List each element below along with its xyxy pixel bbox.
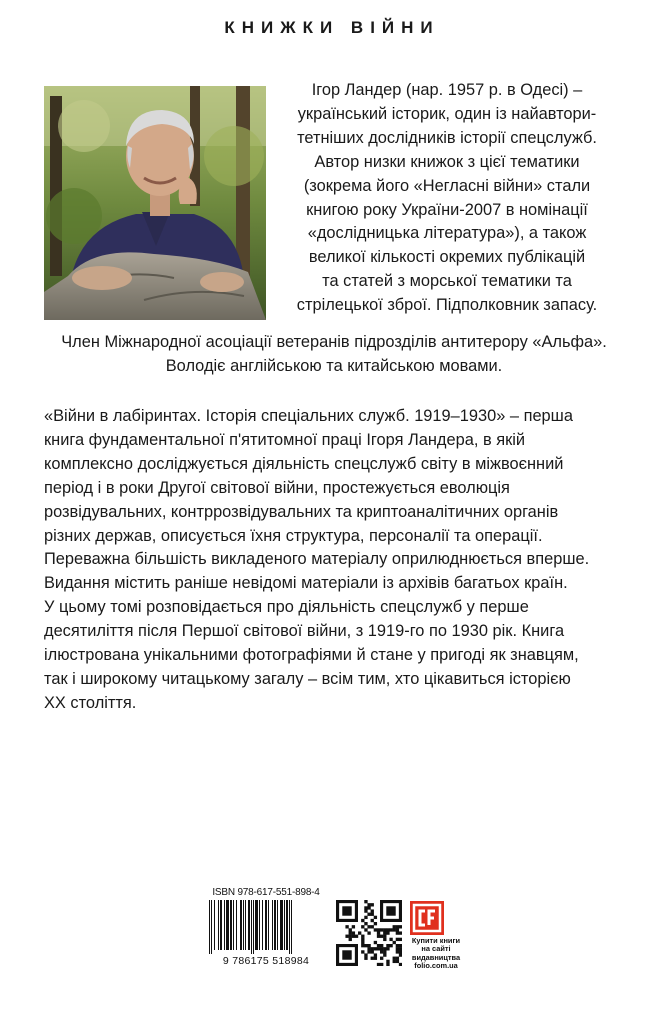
author-portrait-photo bbox=[44, 86, 266, 320]
description-line: «Війни в лабіринтах. Історія спеціальних служб. 1919–1930» – перша bbox=[44, 407, 573, 425]
bio-line: книгою року України-2007 в номінації bbox=[306, 200, 588, 219]
isbn-label: ISBN 978-617-551-898-4 bbox=[212, 887, 320, 898]
book-description bbox=[44, 405, 624, 716]
bio-line: Автор низки книжок з цієї тематики bbox=[314, 152, 580, 171]
description-line: книга фундаментальної п'ятитомної праці Ігоря Ландера, в якій bbox=[44, 430, 526, 449]
description-line: так і широкому читацькому загалу – всім тим, хто цікавиться історією bbox=[44, 669, 571, 688]
isbn-barcode bbox=[204, 887, 328, 969]
description-line: ілюстрована унікальними фотографіями й стане у пригоді як знавцям, bbox=[44, 646, 579, 665]
description-line: період і в роки Другої світової війни, простежується еволюція bbox=[44, 478, 510, 497]
description-line: Видання містить раніше невідомі матеріали із архівів багатьох країн. bbox=[44, 574, 568, 593]
caption-line: Купити книги bbox=[411, 936, 461, 945]
description-line: різних держав, описується їхня структура, персоналії та операції. bbox=[44, 526, 543, 545]
bio-line: великої кількості окремих публікацій bbox=[308, 248, 586, 267]
bio-line: «дослідницька література»), а також bbox=[307, 224, 587, 243]
description-line: XX століття. bbox=[44, 693, 137, 712]
barcode-bars bbox=[207, 900, 325, 954]
publisher-logo-mark bbox=[410, 901, 444, 935]
bio-line: Ігор Ландер (нар. 1957 р. в Одесі) – bbox=[311, 81, 583, 99]
bio-line: (зокрема його «Негласні війни» стали bbox=[303, 176, 591, 195]
bio-line: стрілецької зброї. Підполковник запасу. bbox=[296, 296, 598, 315]
description-line: Переважна більшість викладеного матеріалу оприлюднюється вперше. bbox=[44, 550, 590, 569]
bio-line: тетніших дослідників історії спецслужб. bbox=[297, 128, 597, 147]
author-bio-beside-photo bbox=[270, 79, 624, 318]
bio-line: та статей з морської тематики та bbox=[322, 272, 572, 291]
bio-line: Член Міжнародної асоціації ветеранів підрозділів антитерору «Альфа». bbox=[61, 333, 607, 351]
description-line: десятиліття після Першої світової війни, з 1919-го по 1930 рік. Книга bbox=[44, 622, 565, 641]
description-line: У цьому томі розповідається про діяльність спецслужб у перше bbox=[44, 598, 529, 617]
description-line: розвідувальних, контррозвідувальних та криптоаналітичних органів bbox=[44, 502, 559, 521]
publisher-caption bbox=[406, 937, 466, 971]
barcode-digits: 9 786175 518984 bbox=[222, 955, 310, 967]
description-line: комплексно досліджується діяльність спецслужб світу в міжвоєнний bbox=[44, 454, 564, 473]
bio-line: Володіє англійською та китайською мовами. bbox=[165, 356, 503, 375]
caption-line: на сайті bbox=[421, 944, 451, 954]
bio-line: український історик, один із найавтори- bbox=[297, 104, 597, 123]
qr-code-icon bbox=[336, 900, 402, 966]
author-photo bbox=[44, 86, 266, 320]
author-bio-full-width bbox=[44, 331, 624, 379]
series-title: КНИЖКИ ВІЙНИ bbox=[224, 18, 440, 37]
caption-line: folio.com.ua bbox=[414, 961, 458, 971]
caption-line: видавництва bbox=[411, 952, 461, 962]
publisher-logo-icon bbox=[410, 901, 444, 935]
